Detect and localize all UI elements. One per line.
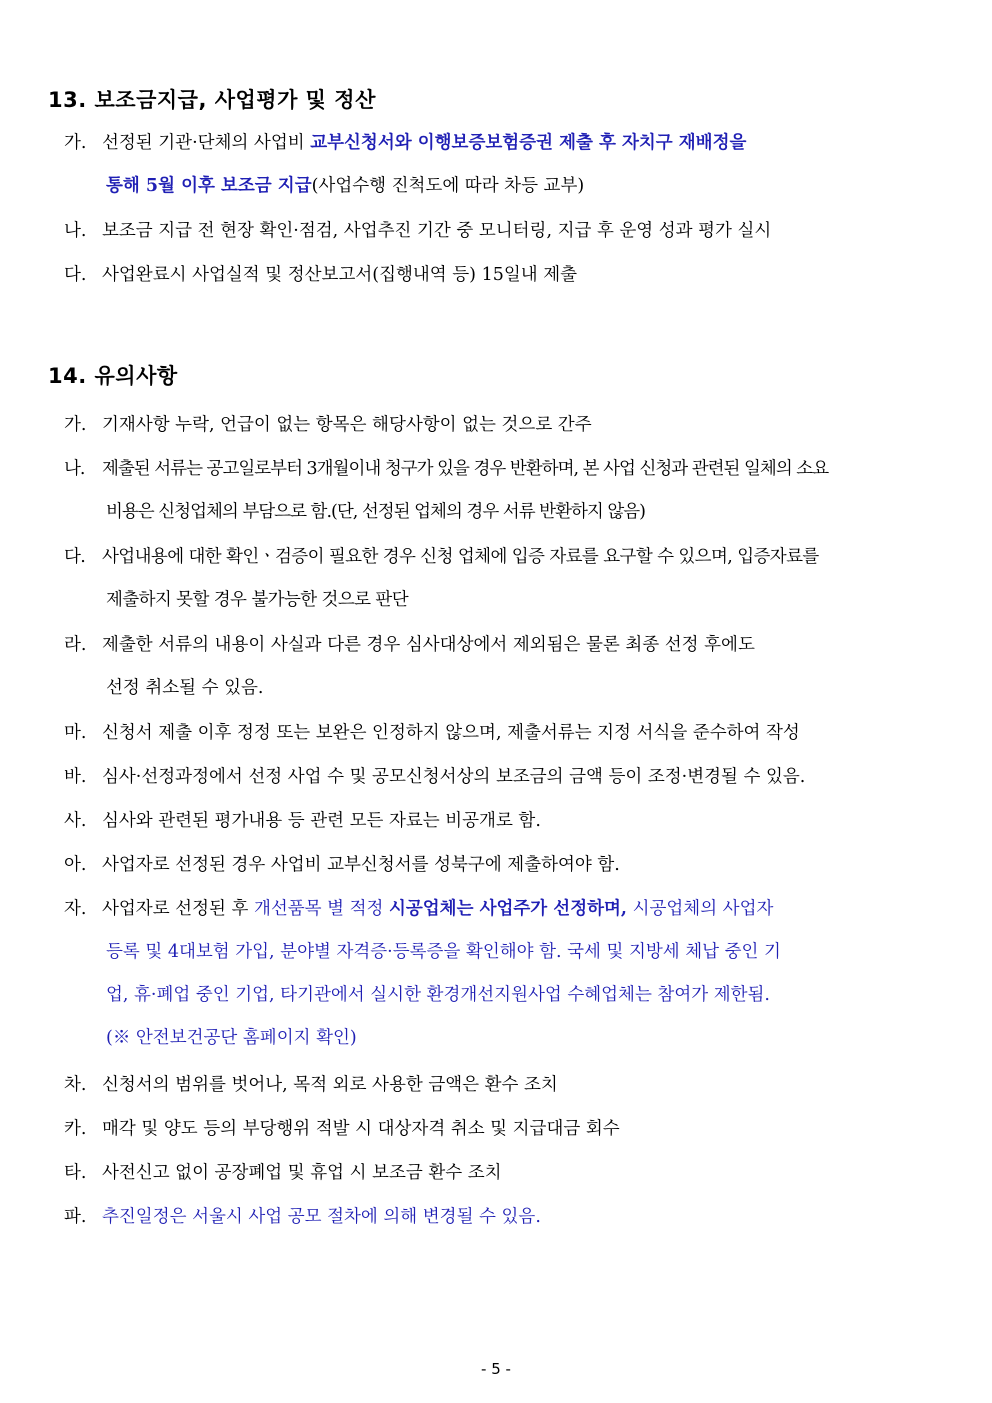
section-14-item-ma (64, 712, 964, 755)
item-text: 사업완료시 사업실적 및 정산보고서(집행내역 등) 15일내 제출 (102, 265, 578, 285)
section-14-item-ra (64, 624, 964, 710)
item-marker: 카. (64, 1119, 87, 1139)
item-text: 신청서의 범위를 벗어나, 목적 외로 사용한 금액은 환수 조치 (102, 1075, 558, 1095)
item-marker: 파. (64, 1207, 87, 1227)
item-text: 기재사항 누락, 언급이 없는 항목은 해당사항이 없는 것으로 간주 (102, 415, 592, 435)
highlight-text: 시공업체는 사업주가 선정하며, (388, 899, 628, 919)
item-text: 매각 및 양도 등의 부당행위 적발 시 대상자격 취소 및 지급대금 회수 (102, 1119, 620, 1139)
item-marker: 차. (64, 1075, 87, 1095)
section-14-item-sa (64, 800, 964, 843)
item-marker: 마. (64, 723, 87, 743)
section-14-item-ta (64, 1152, 964, 1195)
item-marker: 바. (64, 767, 87, 787)
item-marker: 가. (64, 415, 87, 435)
section-13-item-na (64, 210, 964, 253)
item-continuation: 비용은 신청업체의 부담으로 함.(단, 선정된 업체의 경우 서류 반환하지 않음) (106, 502, 645, 522)
item-text: 심사·선정과정에서 선정 사업 수 및 공모신청서상의 보조금의 금액 등이 조정·변경될 수 있음. (102, 767, 806, 787)
item-continuation: 선정 취소될 수 있음. (106, 678, 264, 698)
section-14-item-ja (64, 888, 964, 1060)
section-14-item-a (64, 844, 964, 887)
highlight-text: 추진일정은 서울시 사업 공모 절차에 의해 변경될 수 있음. (102, 1207, 541, 1227)
section-14-item-ka (64, 1108, 964, 1151)
item-continuation: 등록 및 4대보험 가입, 분야별 자격증·등록증을 확인해야 함. 국세 및 지방세 체납 중인 기 (106, 942, 781, 962)
item-text: 사전신고 없이 공장폐업 및 휴업 시 보조금 환수 조치 (102, 1163, 502, 1183)
item-marker: 나. (64, 221, 87, 241)
item-marker: 다. (64, 265, 87, 285)
item-continuation: (※ 안전보건공단 홈페이지 확인) (106, 1028, 357, 1048)
highlight-text: 교부신청서와 이행보증보험증권 제출 후 자치구 재배정을 (310, 133, 747, 153)
section-14-item-cha (64, 1064, 964, 1107)
item-marker: 다. (64, 547, 86, 567)
item-marker: 타. (64, 1163, 87, 1183)
item-text: 제출한 서류의 내용이 사실과 다른 경우 심사대상에서 제외됨은 물론 최종 선정 후에도 (102, 635, 755, 655)
highlight-text: 개선품목 별 적정 (253, 899, 389, 919)
item-text: 사업내용에 대한 확인ㆍ검증이 필요한 경우 신청 업체에 입증 자료를 요구할 수 있으며, 입증자료를 (102, 547, 819, 567)
item-continuation: 제출하지 못할 경우 불가능한 것으로 판단 (106, 590, 408, 610)
item-text: 신청서 제출 이후 정정 또는 보완은 인정하지 않으며, 제출서류는 지정 서식을 준수하여 작성 (102, 723, 800, 743)
section-14-item-ga (64, 404, 964, 447)
highlight-text: 통해 5월 이후 보조금 지급 (106, 176, 312, 196)
page-number: - 5 - (481, 1360, 511, 1378)
item-marker: 나. (64, 459, 85, 479)
item-text: (사업수행 진척도에 따라 차등 교부) (311, 176, 585, 196)
section-13-title: 13. 보조금지급, 사업평가 및 정산 (48, 88, 376, 112)
section-14-item-da (64, 536, 964, 622)
item-text: 제출된 서류는 공고일로부터 3개월이내 청구가 있을 경우 반환하며, 본 사업 신청과 관련된 일체의 소요 (102, 459, 829, 479)
item-text: 심사와 관련된 평가내용 등 관련 모든 자료는 비공개로 함. (102, 811, 541, 831)
section-14-item-na (64, 448, 964, 534)
highlight-text: 시공업체의 사업자 (627, 899, 774, 919)
item-marker: 자. (64, 899, 87, 919)
item-text: 선정된 기관·단체의 사업비 (102, 133, 311, 153)
item-continuation (64, 165, 964, 208)
item-marker: 가. (64, 133, 87, 153)
section-13-item-ga (64, 122, 964, 208)
item-text: 사업자로 선정된 후 (102, 899, 254, 919)
item-text: 사업자로 선정된 경우 사업비 교부신청서를 성북구에 제출하여야 함. (102, 855, 620, 875)
section-14-title: 14. 유의사항 (48, 364, 178, 388)
section-13-item-da (64, 254, 964, 297)
section-14-item-pa (64, 1196, 964, 1239)
item-marker: 라. (64, 635, 87, 655)
section-14-item-ba (64, 756, 964, 799)
item-marker: 사. (64, 811, 87, 831)
item-text: 보조금 지급 전 현장 확인·점검, 사업추진 기간 중 모니터링, 지급 후 운영 성과 평가 실시 (102, 221, 772, 241)
item-marker: 아. (64, 855, 87, 875)
item-continuation: 업, 휴·폐업 중인 기업, 타기관에서 실시한 환경개선지원사업 수혜업체는 참여가 제한됨. (106, 985, 770, 1005)
